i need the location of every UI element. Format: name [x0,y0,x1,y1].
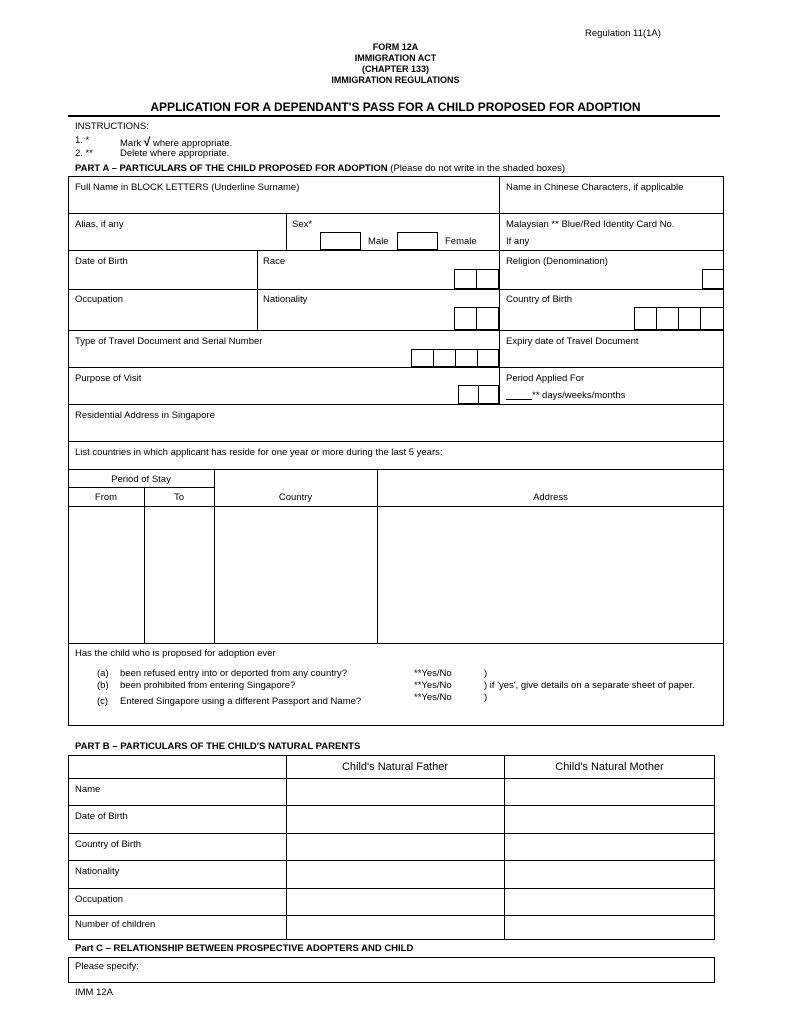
instructions-heading: INSTRUCTIONS: [75,121,149,132]
mother-column-header: Child's Natural Mother [555,761,664,773]
country-birth-code-box-1 [634,307,657,330]
dob-label: Date of Birth [75,256,128,267]
checkmark-icon: √ [143,135,151,149]
travel-doc-code-box-2 [433,349,456,367]
country-birth-label: Country of Birth [506,294,572,305]
form-title: APPLICATION FOR A DEPENDANT'S PASS FOR A CHILD PROPOSED FOR ADOPTION [150,100,641,114]
race-code-box-1 [454,269,477,289]
male-checkbox[interactable] [320,232,361,250]
address-header: Address [533,492,568,503]
ic-label: Malaysian ** Blue/Red Identity Card No. [506,219,675,230]
history-question: Has the child who is proposed for adoption ever [75,648,276,659]
history-b-id: (b) [97,680,109,691]
nationality-code-box-2 [476,307,499,330]
chinese-name-label: Name in Chinese Characters, if applicable [506,182,684,193]
travel-doc-code-box-4 [477,349,499,367]
history-a-paren: ) [484,668,488,679]
part-b-table [68,755,715,940]
history-b-yesno[interactable]: **Yes/No [414,680,452,691]
period-of-stay-header: Period of Stay [111,474,171,485]
history-c-yesno[interactable]: **Yes/No [414,692,452,703]
country-header: Country [278,492,313,503]
history-a-id: (a) [97,668,109,679]
please-specify-label: Please specify: [75,961,139,972]
purpose-code-box-1 [458,385,479,404]
male-label: Male [368,236,389,247]
full-name-field[interactable] [72,195,496,211]
travel-doc-label: Type of Travel Document and Serial Number [75,336,263,347]
part-b-row-nationality: Nationality [75,866,120,877]
to-header: To [173,492,185,503]
nationality-label: Nationality [263,294,308,305]
religion-code-box [702,269,724,289]
history-a-yesno[interactable]: **Yes/No [414,668,452,679]
nationality-code-box-1 [454,307,477,330]
instruction-1-pre: Mark [120,138,142,149]
race-label: Race [263,256,286,267]
title-divider [68,115,720,117]
address-field[interactable] [72,423,720,439]
period-applied-label: Period Applied For [506,373,585,384]
alias-label: Alias, if any [75,219,124,230]
father-column-header: Child's Natural Father [341,761,449,773]
form-code: IMM 12A [75,987,114,998]
religion-label: Religion (Denomination) [506,256,608,267]
history-c-paren: ) [484,692,488,703]
part-a-note: (Please do not write in the shaded boxes) [390,163,566,174]
countries-list-label: List countries in which applicant has reside for one year or more during the last 5 years: [75,447,443,458]
history-c-text: Entered Singapore using a different Passport and Name? [120,696,362,707]
travel-doc-code-box-3 [455,349,478,367]
address-label: Residential Address in Singapore [75,410,215,421]
chinese-name-field[interactable] [503,195,721,211]
part-b-row-children: Number of children [75,919,156,930]
history-c-id: (c) [97,696,109,707]
female-label: Female [445,236,477,247]
race-code-box-2 [476,269,499,289]
part-c-heading: Part C – RELATIONSHIP BETWEEN PROSPECTIVE ADOPTERS AND CHILD [75,943,414,954]
instruction-2 [75,148,230,159]
purpose-code-box-2 [478,385,499,404]
from-header: From [94,492,118,503]
part-b-row-country-birth: Country of Birth [75,839,141,850]
part-a-heading [75,163,565,174]
part-b-row-name: Name [75,784,101,795]
purpose-label: Purpose of Visit [75,373,142,384]
full-name-label: Full Name in BLOCK LETTERS (Underline Surname) [75,182,300,193]
part-a-title: PART A – PARTICULARS OF THE CHILD PROPOSED FOR ADOPTION [75,163,388,174]
if-any-label: If any [506,236,530,247]
country-birth-code-box-3 [678,307,701,330]
travel-doc-code-box-1 [411,349,434,367]
instruction-1-post: where appropriate. [153,138,233,149]
female-checkbox[interactable] [397,232,438,250]
act-name: IMMIGRATION ACT [354,53,437,63]
country-birth-code-box-4 [700,307,724,330]
part-b-row-occupation: Occupation [75,894,124,905]
history-b-paren: ) if 'yes', give details on a separate sheet of paper. [484,680,695,691]
part-b-heading: PART B – PARTICULARS OF THE CHILD'S NATURAL PARENTS [75,741,361,752]
history-b-text: been prohibited from entering Singapore? [120,680,296,691]
expiry-label: Expiry date of Travel Document [506,336,639,347]
part-b-row-dob: Date of Birth [75,811,128,822]
chapter: (CHAPTER 133) [361,64,429,74]
period-blank[interactable] [506,399,532,400]
instruction-1 [75,135,233,149]
period-units-label: ** days/weeks/months [532,390,626,401]
regulations-name: IMMIGRATION REGULATIONS [331,75,460,85]
history-a-text: been refused entry into or deported from any country? [120,668,348,679]
occupation-label: Occupation [75,294,124,305]
country-birth-code-box-2 [656,307,679,330]
instruction-1-num: 1. * [75,135,90,146]
instruction-2-text: Delete where appropriate. [120,148,230,159]
part-c-box[interactable] [68,957,715,983]
regulation-ref: Regulation 11(1A) [585,28,661,39]
sex-label: Sex* [292,219,313,230]
form-number: FORM 12A [372,42,419,52]
instruction-2-num: 2. ** [75,148,93,159]
